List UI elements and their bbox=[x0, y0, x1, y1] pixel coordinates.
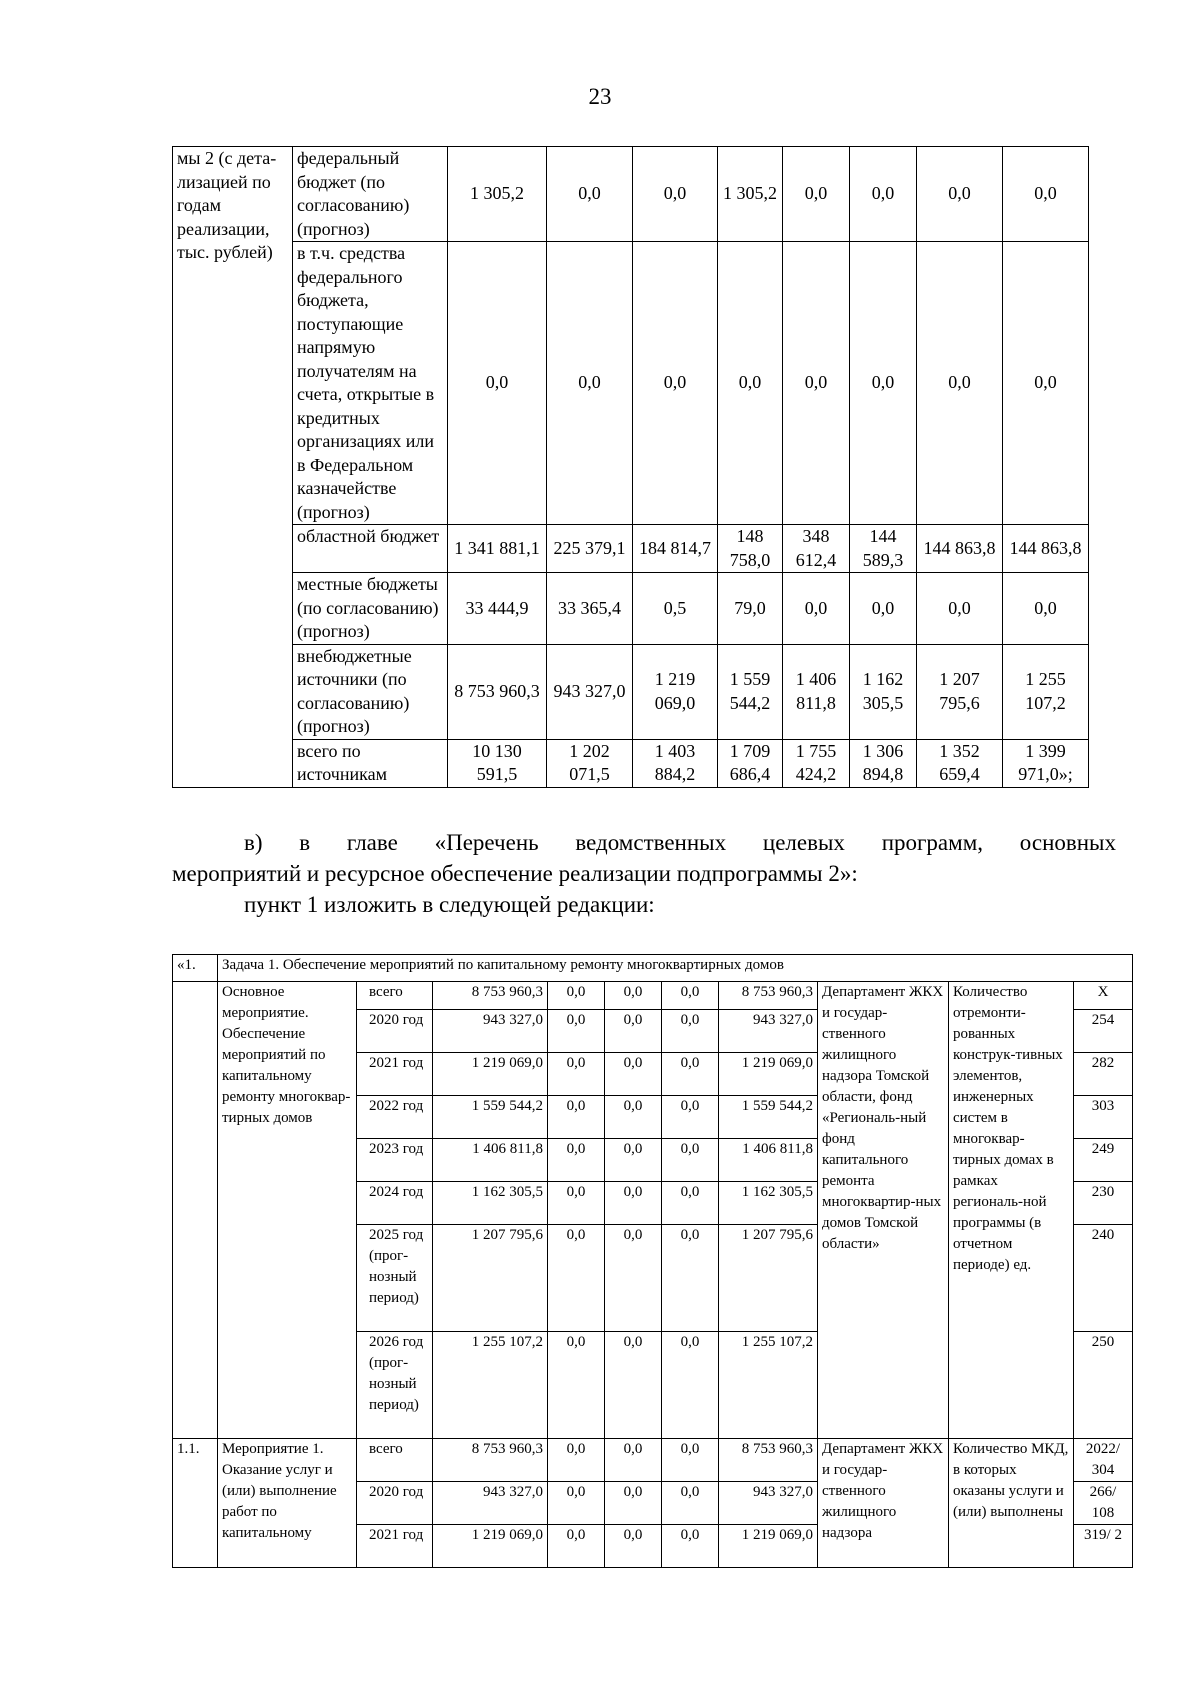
period: 2020 год bbox=[357, 1010, 433, 1053]
amount-extrabudget: 8 753 960,3 bbox=[719, 982, 818, 1010]
table-row bbox=[173, 147, 1089, 242]
amount-regional: 0,0 bbox=[605, 1439, 662, 1482]
paragraph-chapter-cont: мероприятий и ресурсное обеспечение реализации подпрограммы 2»: bbox=[172, 861, 858, 886]
amount-total: 8 753 960,3 bbox=[433, 1439, 548, 1482]
amount-federal: 0,0 bbox=[548, 1053, 605, 1096]
funding-value: 1 559 544,2 bbox=[718, 644, 783, 739]
amount-total: 943 327,0 bbox=[433, 1010, 548, 1053]
period: 2026 год (прог-нозный период) bbox=[357, 1332, 433, 1439]
funding-value: 0,0 bbox=[783, 147, 850, 242]
source-label: местные бюджеты (по согласованию) (прогноз) bbox=[293, 573, 448, 645]
indicator-value: 230 bbox=[1074, 1182, 1133, 1225]
funding-value: 0,0 bbox=[917, 573, 1003, 645]
executor: Департамент ЖКХ и государ-ственного жилищного надзора bbox=[818, 1439, 949, 1568]
amount-total: 8 753 960,3 bbox=[433, 982, 548, 1010]
funding-value: 0,0 bbox=[783, 242, 850, 525]
funding-value: 1 255 107,2 bbox=[1003, 644, 1089, 739]
funding-value: 1 403 884,2 bbox=[633, 739, 718, 787]
amount-extrabudget: 1 207 795,6 bbox=[719, 1225, 818, 1332]
funding-value: 0,0 bbox=[547, 147, 633, 242]
task-number: «1. bbox=[173, 955, 218, 982]
amount-local: 0,0 bbox=[662, 982, 719, 1010]
amount-local: 0,0 bbox=[662, 1139, 719, 1182]
funding-value: 0,0 bbox=[917, 242, 1003, 525]
funding-value: 144 863,8 bbox=[917, 525, 1003, 573]
measure-number bbox=[173, 982, 218, 1439]
amount-regional: 0,0 bbox=[605, 1332, 662, 1439]
funding-value: 0,0 bbox=[850, 147, 917, 242]
source-label: внебюджетные источники (по согласованию) (прогноз) bbox=[293, 644, 448, 739]
amount-local: 0,0 bbox=[662, 1439, 719, 1482]
amount-local: 0,0 bbox=[662, 1010, 719, 1053]
measure-number: 1.1. bbox=[173, 1439, 218, 1568]
amount-federal: 0,0 bbox=[548, 1332, 605, 1439]
period: 2025 год (прог-нозный период) bbox=[357, 1225, 433, 1332]
indicator-value: 240 bbox=[1074, 1225, 1133, 1332]
funding-value: 1 352 659,4 bbox=[917, 739, 1003, 787]
funding-value: 0,0 bbox=[633, 147, 718, 242]
table-row bbox=[173, 955, 1133, 982]
funding-value: 1 341 881,1 bbox=[448, 525, 547, 573]
amount-federal: 0,0 bbox=[548, 1525, 605, 1568]
amount-total: 1 219 069,0 bbox=[433, 1525, 548, 1568]
period: 2020 год bbox=[357, 1482, 433, 1525]
executor: Департамент ЖКХ и государ-ственного жилищного надзора Томской области, фонд «Региональ-ный фонд капитального ремонта многоквартир-ных домов Томской области» bbox=[818, 982, 949, 1439]
table-row bbox=[173, 1439, 1133, 1482]
amount-total: 1 255 107,2 bbox=[433, 1332, 548, 1439]
amount-regional: 0,0 bbox=[605, 1010, 662, 1053]
source-label: областной бюджет bbox=[293, 525, 448, 573]
funding-value: 144 589,3 bbox=[850, 525, 917, 573]
indicator-value: 2022/ 304 bbox=[1074, 1439, 1133, 1482]
table-row bbox=[173, 982, 1133, 1010]
amount-federal: 0,0 bbox=[548, 1139, 605, 1182]
paragraph-item: пункт 1 изложить в следующей редакции: bbox=[244, 892, 655, 917]
funding-value: 79,0 bbox=[718, 573, 783, 645]
indicator-value: X bbox=[1074, 982, 1133, 1010]
measures-table bbox=[172, 954, 1133, 1568]
amount-regional: 0,0 bbox=[605, 1139, 662, 1182]
funding-value: 144 863,8 bbox=[1003, 525, 1089, 573]
funding-value: 1 399 971,0»; bbox=[1003, 739, 1089, 787]
funding-value: 148 758,0 bbox=[718, 525, 783, 573]
funding-value: 0,0 bbox=[1003, 242, 1089, 525]
funding-value: 1 305,2 bbox=[718, 147, 783, 242]
indicator-value: 250 bbox=[1074, 1332, 1133, 1439]
amount-total: 1 559 544,2 bbox=[433, 1096, 548, 1139]
source-label: федеральный бюджет (по согласованию) (прогноз) bbox=[293, 147, 448, 242]
funding-value: 0,0 bbox=[1003, 147, 1089, 242]
indicator-value: 249 bbox=[1074, 1139, 1133, 1182]
funding-value: 33 365,4 bbox=[547, 573, 633, 645]
amount-local: 0,0 bbox=[662, 1525, 719, 1568]
funding-value: 1 305,2 bbox=[448, 147, 547, 242]
amount-extrabudget: 943 327,0 bbox=[719, 1482, 818, 1525]
funding-value: 225 379,1 bbox=[547, 525, 633, 573]
amount-regional: 0,0 bbox=[605, 1053, 662, 1096]
amount-local: 0,0 bbox=[662, 1225, 719, 1332]
amount-regional: 0,0 bbox=[605, 1525, 662, 1568]
amount-extrabudget: 1 255 107,2 bbox=[719, 1332, 818, 1439]
funding-value: 1 306 894,8 bbox=[850, 739, 917, 787]
period: 2021 год bbox=[357, 1525, 433, 1568]
funding-value: 0,0 bbox=[718, 242, 783, 525]
amount-extrabudget: 1 219 069,0 bbox=[719, 1053, 818, 1096]
amount-regional: 0,0 bbox=[605, 1096, 662, 1139]
table-row bbox=[173, 573, 1089, 645]
amount-local: 0,0 bbox=[662, 1182, 719, 1225]
amount-extrabudget: 943 327,0 bbox=[719, 1010, 818, 1053]
funding-value: 1 755 424,2 bbox=[783, 739, 850, 787]
amount-regional: 0,0 bbox=[605, 982, 662, 1010]
amount-federal: 0,0 bbox=[548, 1482, 605, 1525]
period: всего bbox=[357, 982, 433, 1010]
funding-value: 1 219 069,0 bbox=[633, 644, 718, 739]
amount-regional: 0,0 bbox=[605, 1182, 662, 1225]
funding-value: 0,0 bbox=[783, 573, 850, 645]
period: 2021 год bbox=[357, 1053, 433, 1096]
funding-value: 1 162 305,5 bbox=[850, 644, 917, 739]
amount-federal: 0,0 bbox=[548, 1096, 605, 1139]
amount-total: 1 162 305,5 bbox=[433, 1182, 548, 1225]
funding-value: 0,0 bbox=[850, 573, 917, 645]
table-row bbox=[173, 644, 1089, 739]
funding-value: 0,5 bbox=[633, 573, 718, 645]
amount-federal: 0,0 bbox=[548, 1225, 605, 1332]
table-row bbox=[173, 242, 1089, 525]
amount-total: 1 406 811,8 bbox=[433, 1139, 548, 1182]
amount-local: 0,0 bbox=[662, 1096, 719, 1139]
amount-local: 0,0 bbox=[662, 1332, 719, 1439]
funding-table bbox=[172, 146, 1089, 788]
paragraph-chapter: в) в главе «Перечень ведомственных целевых программ, основных bbox=[244, 830, 1116, 855]
funding-value: 0,0 bbox=[547, 242, 633, 525]
indicator-value: 319/ 2 bbox=[1074, 1525, 1133, 1568]
amount-local: 0,0 bbox=[662, 1482, 719, 1525]
amount-federal: 0,0 bbox=[548, 1182, 605, 1225]
funding-value: 0,0 bbox=[917, 147, 1003, 242]
table-row bbox=[173, 739, 1089, 787]
amount-federal: 0,0 bbox=[548, 1439, 605, 1482]
amount-total: 1 219 069,0 bbox=[433, 1053, 548, 1096]
period: 2023 год bbox=[357, 1139, 433, 1182]
source-label: всего по источникам bbox=[293, 739, 448, 787]
funding-value: 0,0 bbox=[1003, 573, 1089, 645]
indicator: Количество отремонти-рованных конструк-тивных элементов, инженерных систем в многоквар-тирных домах в рамках региональ-ной программы (в отчетном периоде) ед. bbox=[949, 982, 1074, 1439]
amount-extrabudget: 1 406 811,8 bbox=[719, 1139, 818, 1182]
amount-extrabudget: 1 219 069,0 bbox=[719, 1525, 818, 1568]
amount-extrabudget: 1 559 544,2 bbox=[719, 1096, 818, 1139]
funding-value: 10 130 591,5 bbox=[448, 739, 547, 787]
indicator: Количество МКД, в которых оказаны услуги и (или) выполнены bbox=[949, 1439, 1074, 1568]
funding-value: 33 444,9 bbox=[448, 573, 547, 645]
indicator-value: 282 bbox=[1074, 1053, 1133, 1096]
funding-value: 1 202 071,5 bbox=[547, 739, 633, 787]
indicator-value: 266/ 108 bbox=[1074, 1482, 1133, 1525]
table-row bbox=[173, 525, 1089, 573]
funding-value: 943 327,0 bbox=[547, 644, 633, 739]
funding-value: 348 612,4 bbox=[783, 525, 850, 573]
amount-local: 0,0 bbox=[662, 1053, 719, 1096]
funding-value: 1 207 795,6 bbox=[917, 644, 1003, 739]
measure-name: Основное мероприятие. Обеспечение мероприятий по капитальному ремонту многоквар-тирных домов bbox=[218, 982, 357, 1439]
amount-federal: 0,0 bbox=[548, 982, 605, 1010]
period: 2022 год bbox=[357, 1096, 433, 1139]
funding-value: 0,0 bbox=[633, 242, 718, 525]
funding-value: 1 406 811,8 bbox=[783, 644, 850, 739]
amount-total: 943 327,0 bbox=[433, 1482, 548, 1525]
funding-value: 1 709 686,4 bbox=[718, 739, 783, 787]
period: всего bbox=[357, 1439, 433, 1482]
amount-extrabudget: 1 162 305,5 bbox=[719, 1182, 818, 1225]
indicator-value: 303 bbox=[1074, 1096, 1133, 1139]
indicator-value: 254 bbox=[1074, 1010, 1133, 1053]
funding-value: 184 814,7 bbox=[633, 525, 718, 573]
period: 2024 год bbox=[357, 1182, 433, 1225]
funding-value: 0,0 bbox=[448, 242, 547, 525]
task-title: Задача 1. Обеспечение мероприятий по капитальному ремонту многоквартирных домов bbox=[218, 955, 1133, 982]
amount-regional: 0,0 bbox=[605, 1482, 662, 1525]
funding-value: 8 753 960,3 bbox=[448, 644, 547, 739]
funding-value: 0,0 bbox=[850, 242, 917, 525]
amount-regional: 0,0 bbox=[605, 1225, 662, 1332]
row-header: мы 2 (с дета-лизацией по годам реализации, тыс. рублей) bbox=[173, 147, 293, 788]
source-label: в т.ч. средства федерального бюджета, поступающие напрямую получателям на счета, открытые в кредитных организациях или в Федеральном казначействе (прогноз) bbox=[293, 242, 448, 525]
page-number: 23 bbox=[588, 84, 612, 109]
amount-extrabudget: 8 753 960,3 bbox=[719, 1439, 818, 1482]
amount-total: 1 207 795,6 bbox=[433, 1225, 548, 1332]
measure-name: Мероприятие 1. Оказание услуг и (или) выполнение работ по капитальному bbox=[218, 1439, 357, 1568]
amount-federal: 0,0 bbox=[548, 1010, 605, 1053]
